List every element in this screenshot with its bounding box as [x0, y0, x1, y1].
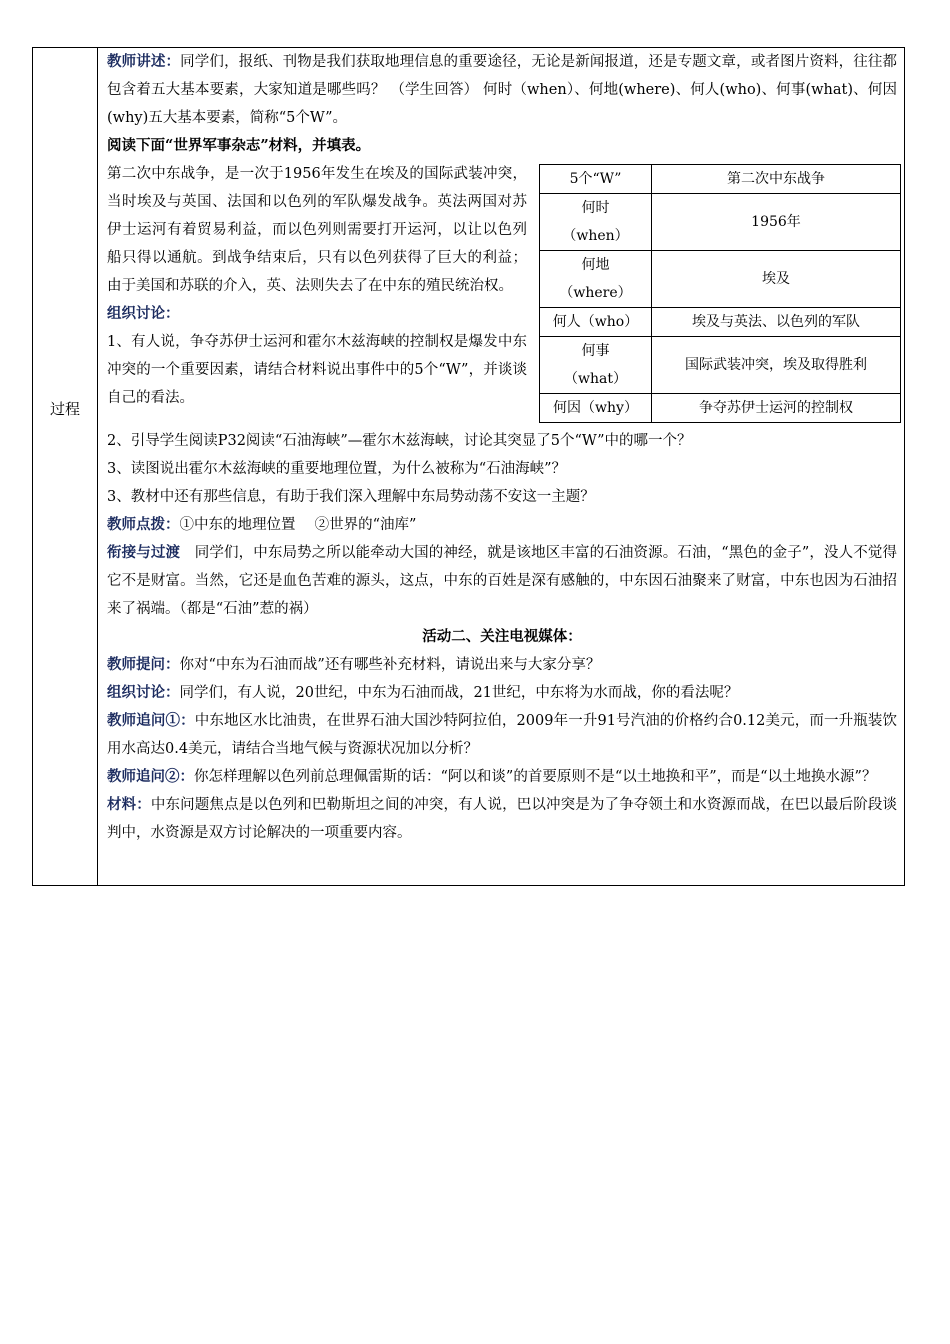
- row-key: 何因（why）: [540, 394, 652, 423]
- intro-text: 同学们，报纸、刊物是我们获取地理信息的重要途径，无论是新闻报道，还是专题文章，或者图片资料，往往都包含着五大基本要素，大家知道是哪些吗？ （学生回答） 何时（when）、何地(where)、何人(who)、何事(what)、何因(why)五大基本要素，简称“5个W”。: [107, 54, 898, 126]
- read-heading: 阅读下面“世界军事杂志”材料，并填表。: [107, 137, 371, 154]
- row-key: 何时 （when）: [540, 194, 652, 251]
- table-row: [540, 194, 901, 251]
- table-row: [540, 394, 901, 423]
- discussion2-text: 同学们，有人说，20世纪，中东为石油而战，21世纪，中东将为水而战，你的看法呢？: [179, 685, 739, 701]
- question-paragraph: [107, 651, 897, 679]
- content-cell: [107, 48, 897, 847]
- transition-text: 同学们，中东局势之所以能牵动大国的神经，就是该地区丰富的石油资源。石油，“黑色的金子”，没人不觉得它不是财富。当然，它还是血色苦难的源头，这点，中东的百姓是深有感触的，中东因石油聚来了财富，中东也因为石油招来了祸端。（都是“石油”惹的祸）: [107, 545, 898, 617]
- activity2-title: 活动二、关注电视媒体：: [422, 628, 582, 645]
- followup2-paragraph: [107, 763, 897, 791]
- table-row: [540, 337, 901, 394]
- table-header-value: 第二次中东战争: [652, 165, 901, 194]
- intro-paragraph: [107, 48, 897, 132]
- side-column: [33, 48, 98, 885]
- intro-lead: 教师讲述：: [107, 53, 181, 70]
- five-w-table: [539, 164, 901, 423]
- row-value: 争夺苏伊士运河的控制权: [652, 394, 901, 423]
- discussion-item-1: 1、有人说，争夺苏伊士运河和霍尔木兹海峡的控制权是爆发中东冲突的一个重要因素，请结合材料说出事件中的5个“W”，并谈谈自己的看法。: [107, 334, 527, 406]
- transition-paragraph: [107, 539, 897, 623]
- discussion-item-4: 3、教材中还有那些信息，有助于我们深入理解中东局势动荡不安这一主题？: [107, 489, 595, 505]
- material2-paragraph: [107, 791, 897, 847]
- followup2-lead: 教师追问②：: [107, 768, 194, 785]
- question-text: 你对“中东为石油而战”还有哪些补充材料，请说出来与大家分享？: [179, 657, 601, 673]
- row-value: 埃及与英法、以色列的军队: [652, 308, 901, 337]
- side-label: 过程: [49, 400, 80, 418]
- discussion-item-3: 3、读图说出霍尔木兹海峡的重要地理位置，为什么被称为“石油海峡”？: [107, 461, 567, 477]
- row-value: 国际武装冲突，埃及取得胜利: [652, 337, 901, 394]
- followup1-paragraph: [107, 707, 897, 763]
- lesson-plan-table: [32, 47, 905, 886]
- hint-lead: 教师点拨：: [107, 516, 180, 533]
- discussion-lead: 组织讨论：: [107, 305, 180, 322]
- hint-text: ①中东的地理位置 ②世界的“油库”: [179, 517, 417, 533]
- table-header-row: [540, 165, 901, 194]
- discussion2-lead: 组织讨论：: [107, 684, 180, 701]
- table-header-key: 5个“W”: [540, 165, 652, 194]
- row-key: 何地 （where）: [540, 251, 652, 308]
- table-row: [540, 308, 901, 337]
- material-paragraph: 第二次中东战争，是一次于1956年发生在埃及的国际武装冲突，当时埃及与英国、法国和以色列的军队爆发战争。英法两国对苏伊士运河有着贸易利益，而以色列则需要打开运河，以让以色列船只得以通航。到战争结束后，只有以色列获得了巨大的利益；由于美国和苏联的介入，英、法则失去了在中东的殖民统治权。: [107, 166, 527, 294]
- hint-paragraph: [107, 511, 897, 539]
- followup2-text: 你怎样理解以色列前总理佩雷斯的话：“阿以和谈”的首要原则不是“以土地换和平”，而是“以土地换水源”？: [194, 769, 877, 785]
- row-key: 何人（who）: [540, 308, 652, 337]
- followup1-lead: 教师追问①：: [107, 712, 195, 729]
- table-row: [540, 251, 901, 308]
- discussion2-paragraph: [107, 679, 897, 707]
- question-lead: 教师提问：: [107, 656, 180, 673]
- row-key: 何事 （what）: [540, 337, 652, 394]
- discussion-item-2: 2、引导学生阅读P32阅读“石油海峡”—霍尔木兹海峡，讨论其突显了5个“W”中的哪一个？: [107, 433, 692, 449]
- row-value: 1956年: [652, 194, 901, 251]
- row-value: 埃及: [652, 251, 901, 308]
- material2-lead: 材料：: [107, 796, 151, 813]
- transition-lead: 衔接与过渡: [107, 544, 181, 561]
- followup1-text: 中东地区水比油贵，在世界石油大国沙特阿拉伯，2009年一升91号汽油的价格约合0.12美元，而一升瓶装饮用水高达0.4美元，请结合当地气候与资源状况加以分析？: [107, 713, 897, 757]
- material2-text: 中东问题焦点是以色列和巴勒斯坦之间的冲突，有人说，巴以冲突是为了争夺领土和水资源而战，在巴以最后阶段谈判中，水资源是双方讨论解决的一项重要内容。: [107, 797, 898, 841]
